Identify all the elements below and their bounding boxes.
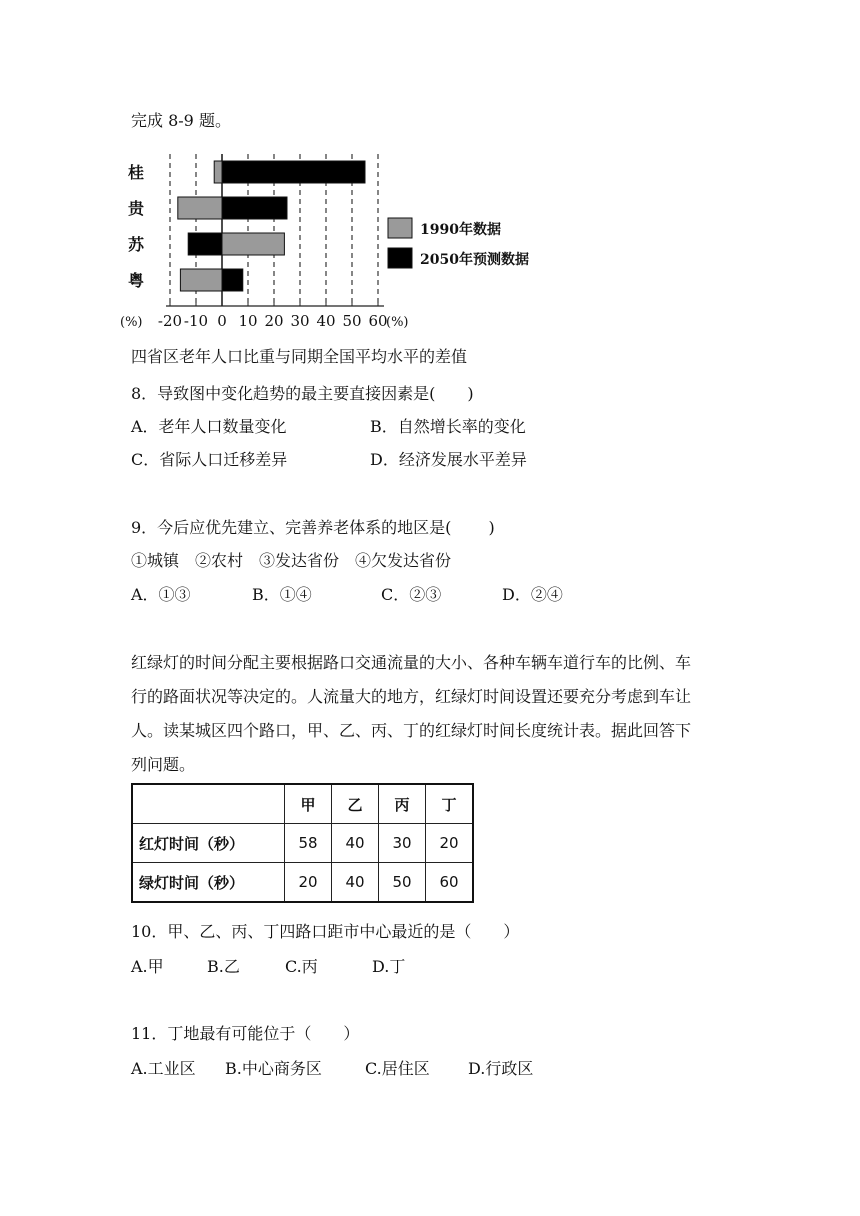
- bar: [222, 161, 365, 183]
- q11-option-d: D.行政区: [468, 1059, 534, 1078]
- x-tick-label: -10: [183, 312, 209, 330]
- table-header-row: [132, 784, 473, 824]
- q10-stem: 10．甲、乙、丙、丁四路口距市中心最近的是（ ）: [131, 922, 520, 941]
- q10-option-c: C.丙: [285, 957, 318, 976]
- x-tick-label: -20: [157, 312, 183, 330]
- table-cell: 60: [426, 863, 474, 903]
- table-cell: 50: [379, 863, 426, 903]
- table-cell: 40: [332, 824, 379, 863]
- chart-tick-labels: [120, 312, 409, 330]
- table-row: [132, 863, 473, 903]
- chart-legend: [388, 218, 529, 268]
- x-tick-label: 10: [238, 312, 258, 330]
- passage-line-2: 行的路面状况等决定的。人流量大的地方，红绿灯时间设置还要充分考虑到车让: [131, 687, 692, 706]
- table-cell: 20: [426, 824, 474, 863]
- row-label-green: 绿灯时间（秒）: [132, 863, 285, 903]
- legend-label: 2050年预测数据: [420, 252, 529, 268]
- legend-label: 1990年数据: [420, 222, 501, 238]
- q11-option-a: A.工业区: [131, 1059, 196, 1078]
- passage-line-1: 红绿灯的时间分配主要根据路口交通流量的大小、各种车辆车道行车的比例、车: [131, 653, 692, 672]
- row-label-red: 红灯时间（秒）: [132, 824, 285, 863]
- q8-option-d: D．经济发展水平差异: [370, 450, 527, 469]
- bar: [180, 269, 222, 291]
- x-tick-label: 20: [264, 312, 284, 330]
- q9-option-a: A．①③: [131, 585, 191, 604]
- table-corner-cell: [132, 784, 285, 824]
- traffic-light-table: [131, 783, 474, 903]
- x-tick-label: 0: [217, 312, 227, 330]
- q11-stem: 11．丁地最有可能位于（ ）: [131, 1024, 360, 1043]
- table-header-bing: 丙: [379, 784, 426, 824]
- table-cell: 40: [332, 863, 379, 903]
- category-label: 粤: [128, 271, 145, 290]
- x-tick-label: 50: [342, 312, 362, 330]
- table-cell: 30: [379, 824, 426, 863]
- bar: [222, 269, 243, 291]
- x-unit-left: (%): [120, 315, 143, 330]
- table-row: [132, 824, 473, 863]
- category-label: 桂: [128, 163, 145, 182]
- passage-line-4: 列问题。: [131, 755, 196, 774]
- bar: [188, 233, 222, 255]
- chart-caption: 四省区老年人口比重与同期全国平均水平的差值: [131, 347, 468, 366]
- q8-option-c: C．省际人口迁移差异: [131, 450, 288, 469]
- q8-option-b: B．自然增长率的变化: [370, 417, 526, 436]
- bar: [222, 233, 284, 255]
- q10-option-a: A.甲: [131, 957, 164, 976]
- table-cell: 58: [285, 824, 332, 863]
- q10-option-d: D.丁: [372, 957, 406, 976]
- legend-swatch: [388, 248, 412, 268]
- bar: [222, 197, 287, 219]
- passage-line-3: 人。读某城区四个路口，甲、乙、丙、丁的红绿灯时间长度统计表。据此回答下: [131, 721, 692, 740]
- chart-bars: [178, 161, 365, 291]
- table-header-yi: 乙: [332, 784, 379, 824]
- q9-option-c: C．②③: [381, 585, 442, 604]
- q9-option-d: D．②④: [502, 585, 563, 604]
- q11-option-c: C.居住区: [365, 1059, 430, 1078]
- q9-stem: 9．今后应优先建立、完善养老体系的地区是( ): [131, 518, 495, 537]
- table-cell: 20: [285, 863, 332, 903]
- x-tick-label: 60: [368, 312, 388, 330]
- intro-text: 完成 8-9 题。: [131, 111, 231, 130]
- chart-category-labels: [128, 163, 145, 290]
- category-label: 苏: [128, 235, 145, 254]
- q9-items: ①城镇 ②农村 ③发达省份 ④欠发达省份: [131, 551, 452, 570]
- bar: [214, 161, 222, 183]
- q8-stem: 8．导致图中变化趋势的最主要直接因素是( ): [131, 384, 474, 403]
- legend-swatch: [388, 218, 412, 238]
- table-header-jia: 甲: [285, 784, 332, 824]
- x-tick-label: 40: [316, 312, 336, 330]
- q9-option-b: B．①④: [252, 585, 312, 604]
- population-chart: [118, 148, 542, 332]
- x-unit-right: (%): [386, 315, 409, 330]
- q11-option-b: B.中心商务区: [225, 1059, 322, 1078]
- table-header-ding: 丁: [426, 784, 474, 824]
- category-label: 贵: [128, 199, 145, 218]
- q10-option-b: B.乙: [207, 957, 240, 976]
- bar: [178, 197, 222, 219]
- x-tick-label: 30: [290, 312, 310, 330]
- q8-option-a: A．老年人口数量变化: [131, 417, 287, 436]
